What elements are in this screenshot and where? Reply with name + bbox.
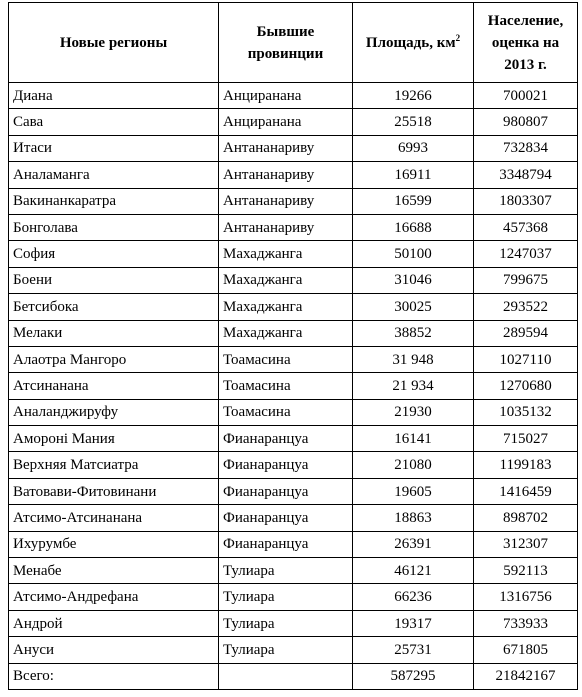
province-cell: Тоамасина — [219, 399, 353, 425]
population-cell: 1247037 — [474, 241, 578, 267]
area-cell: 31046 — [353, 267, 474, 293]
region-cell: Атсимо-Андрефана — [9, 584, 219, 610]
province-cell: Махаджанга — [219, 294, 353, 320]
area-cell: 19317 — [353, 610, 474, 636]
table-row — [9, 346, 578, 372]
area-cell: 21080 — [353, 452, 474, 478]
province-cell: Фианаранцуа — [219, 505, 353, 531]
population-cell: 898702 — [474, 505, 578, 531]
table-row — [9, 294, 578, 320]
total-label: Всего: — [9, 663, 219, 689]
table-row — [9, 452, 578, 478]
area-cell: 16911 — [353, 162, 474, 188]
regions-table — [8, 2, 578, 690]
table-row — [9, 426, 578, 452]
table-row — [9, 531, 578, 557]
table-row — [9, 188, 578, 214]
area-cell: 18863 — [353, 505, 474, 531]
population-cell: 293522 — [474, 294, 578, 320]
table-row — [9, 399, 578, 425]
region-cell: Боени — [9, 267, 219, 293]
province-cell: Фианаранцуа — [219, 478, 353, 504]
area-cell: 6993 — [353, 135, 474, 161]
area-cell: 19605 — [353, 478, 474, 504]
population-cell: 592113 — [474, 558, 578, 584]
province-cell: Фианаранцуа — [219, 452, 353, 478]
province-cell: Анциранана — [219, 109, 353, 135]
province-cell: Тулиара — [219, 637, 353, 663]
header-area-label: Площадь, км — [365, 34, 456, 51]
table-row — [9, 637, 578, 663]
header-area-sup: 2 — [455, 32, 461, 43]
header-province: Бывшие провинции — [219, 3, 353, 83]
population-cell: 732834 — [474, 135, 578, 161]
region-cell: Аналанджируфу — [9, 399, 219, 425]
area-cell: 31 948 — [353, 346, 474, 372]
area-cell: 25518 — [353, 109, 474, 135]
region-cell: Итаси — [9, 135, 219, 161]
region-cell: Андрой — [9, 610, 219, 636]
province-cell: Махаджанга — [219, 320, 353, 346]
population-cell: 1803307 — [474, 188, 578, 214]
area-cell: 21 934 — [353, 373, 474, 399]
area-cell: 66236 — [353, 584, 474, 610]
table-row — [9, 214, 578, 240]
region-cell: Атсинанана — [9, 373, 219, 399]
region-cell: Атсимо-Атсинанана — [9, 505, 219, 531]
population-cell: 312307 — [474, 531, 578, 557]
header-area — [353, 3, 474, 83]
table-row — [9, 320, 578, 346]
province-cell: Тулиара — [219, 584, 353, 610]
table-row — [9, 267, 578, 293]
population-cell: 1035132 — [474, 399, 578, 425]
table-row — [9, 610, 578, 636]
area-cell: 25731 — [353, 637, 474, 663]
region-cell: Мелаки — [9, 320, 219, 346]
header-region: Новые регионы — [9, 3, 219, 83]
province-cell: Антананариву — [219, 214, 353, 240]
region-cell: Аналаманга — [9, 162, 219, 188]
region-cell: Ватовави-Фитовинани — [9, 478, 219, 504]
population-cell: 715027 — [474, 426, 578, 452]
table-row — [9, 109, 578, 135]
table-row — [9, 135, 578, 161]
population-cell: 799675 — [474, 267, 578, 293]
total-empty — [219, 663, 353, 689]
population-cell: 3348794 — [474, 162, 578, 188]
region-cell: Бонголава — [9, 214, 219, 240]
region-cell: Ихурумбе — [9, 531, 219, 557]
population-cell: 700021 — [474, 83, 578, 109]
population-cell: 980807 — [474, 109, 578, 135]
area-cell: 26391 — [353, 531, 474, 557]
total-area: 587295 — [353, 663, 474, 689]
area-cell: 19266 — [353, 83, 474, 109]
population-cell: 1199183 — [474, 452, 578, 478]
population-cell: 457368 — [474, 214, 578, 240]
region-cell: Менабе — [9, 558, 219, 584]
area-cell: 16688 — [353, 214, 474, 240]
table-row — [9, 241, 578, 267]
population-cell: 671805 — [474, 637, 578, 663]
province-cell: Махаджанга — [219, 267, 353, 293]
population-cell: 733933 — [474, 610, 578, 636]
area-cell: 38852 — [353, 320, 474, 346]
total-population: 21842167 — [474, 663, 578, 689]
province-cell: Фианаранцуа — [219, 531, 353, 557]
area-cell: 16599 — [353, 188, 474, 214]
total-row — [9, 663, 578, 689]
province-cell: Антананариву — [219, 188, 353, 214]
province-cell: Антананариву — [219, 135, 353, 161]
province-cell: Махаджанга — [219, 241, 353, 267]
table-row — [9, 584, 578, 610]
province-cell: Антананариву — [219, 162, 353, 188]
region-cell: Диана — [9, 83, 219, 109]
header-population: Население, оценка на 2013 г. — [474, 3, 578, 83]
population-cell: 1316756 — [474, 584, 578, 610]
region-cell: Сава — [9, 109, 219, 135]
region-cell: Ануси — [9, 637, 219, 663]
area-cell: 21930 — [353, 399, 474, 425]
region-cell: Амороні Мания — [9, 426, 219, 452]
region-cell: София — [9, 241, 219, 267]
table-row — [9, 478, 578, 504]
table-row — [9, 558, 578, 584]
region-cell: Алаотра Мангоро — [9, 346, 219, 372]
table-row — [9, 83, 578, 109]
population-cell: 1270680 — [474, 373, 578, 399]
province-cell: Тоамасина — [219, 346, 353, 372]
region-cell: Верхняя Матсиатра — [9, 452, 219, 478]
table-row — [9, 505, 578, 531]
province-cell: Тулиара — [219, 558, 353, 584]
table-row — [9, 162, 578, 188]
header-row — [9, 3, 578, 83]
province-cell: Тулиара — [219, 610, 353, 636]
region-cell: Вакинанкаратра — [9, 188, 219, 214]
population-cell: 1416459 — [474, 478, 578, 504]
population-cell: 1027110 — [474, 346, 578, 372]
table-row — [9, 373, 578, 399]
province-cell: Анциранана — [219, 83, 353, 109]
table-body — [9, 83, 578, 664]
province-cell: Тоамасина — [219, 373, 353, 399]
province-cell: Фианаранцуа — [219, 426, 353, 452]
region-cell: Бетсибока — [9, 294, 219, 320]
area-cell: 16141 — [353, 426, 474, 452]
area-cell: 30025 — [353, 294, 474, 320]
population-cell: 289594 — [474, 320, 578, 346]
area-cell: 46121 — [353, 558, 474, 584]
area-cell: 50100 — [353, 241, 474, 267]
